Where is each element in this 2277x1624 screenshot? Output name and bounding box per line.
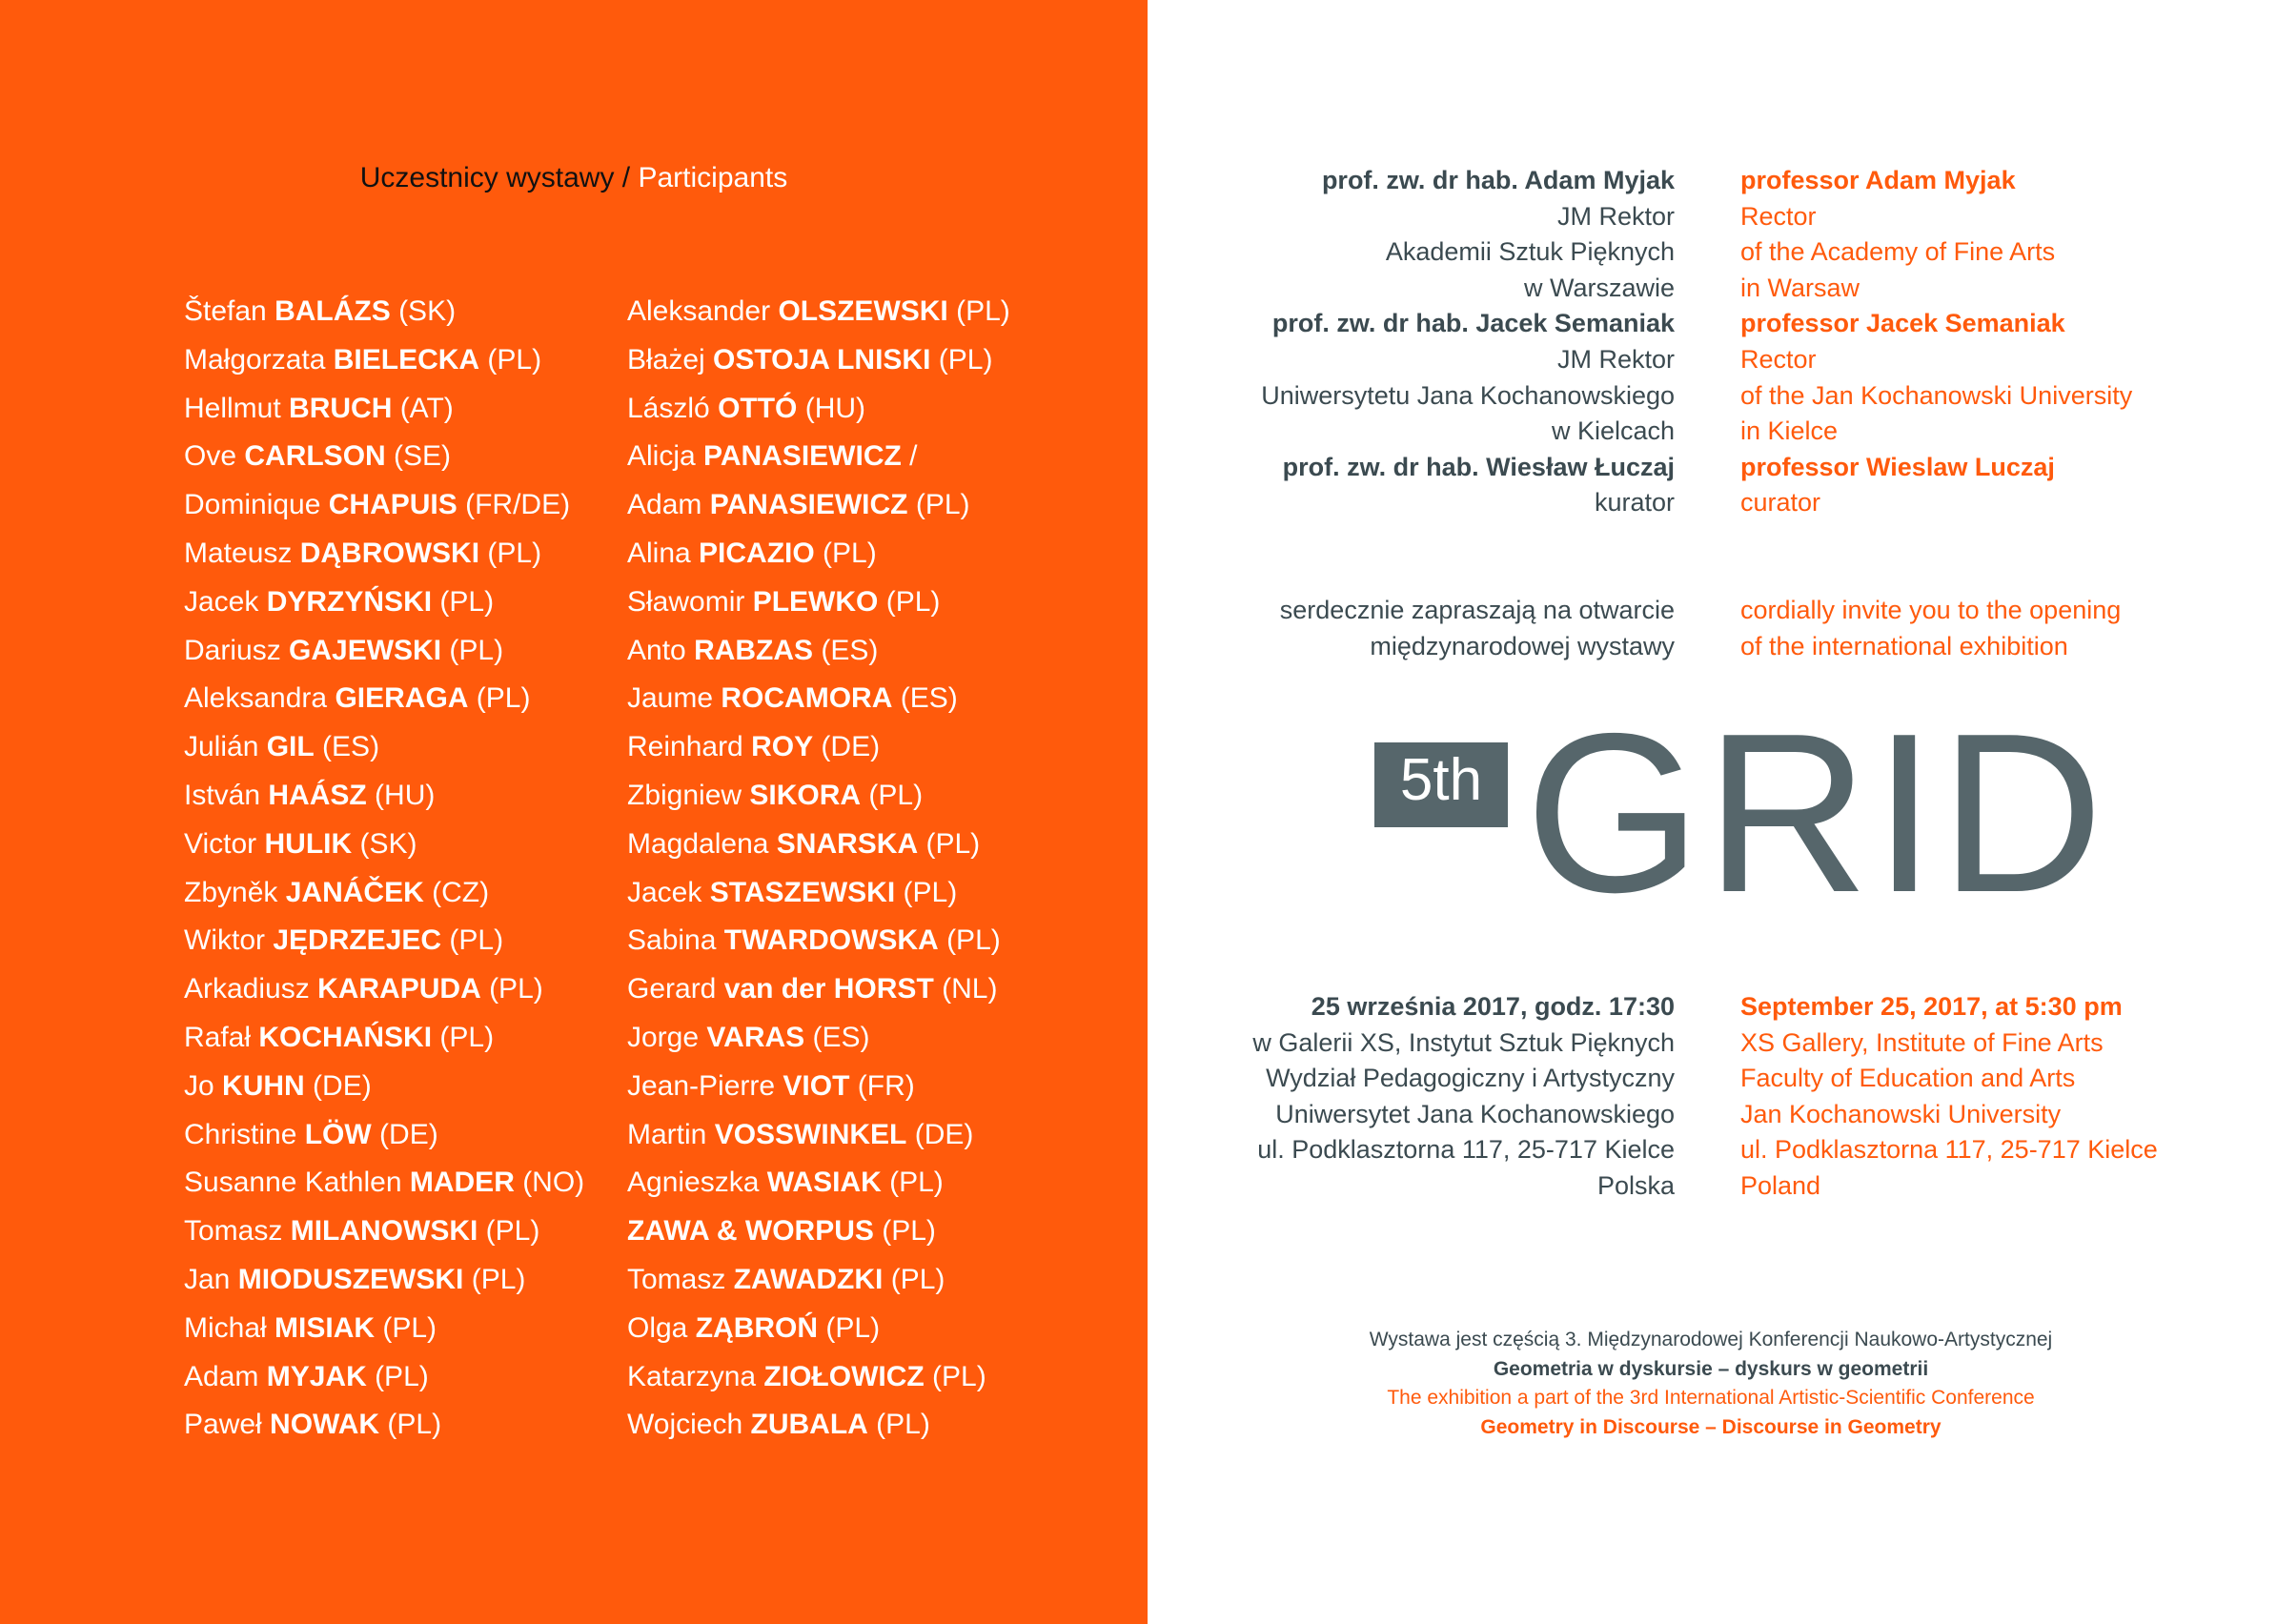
participant-country: (PL) bbox=[907, 489, 970, 521]
participant-first: Wojciech bbox=[627, 1409, 751, 1441]
participant bbox=[627, 965, 1010, 1014]
participant-country: (PL) bbox=[947, 295, 1010, 327]
participant-surname: ZĄBROŃ bbox=[695, 1311, 819, 1344]
hosts-english bbox=[1740, 163, 2132, 521]
participant-country: (DE) bbox=[813, 731, 881, 763]
note-en-title: Geometry in Discourse – Discourse in Geometry bbox=[1480, 1415, 1942, 1438]
participant bbox=[184, 1256, 584, 1305]
participant-country: (PL) bbox=[441, 634, 504, 666]
text-line: Rector bbox=[1740, 201, 1817, 231]
participant-first: Tomasz bbox=[184, 1215, 291, 1248]
participant bbox=[627, 1353, 1010, 1402]
participant bbox=[627, 385, 1010, 434]
text-line: Akademii Sztuk Pięknych bbox=[1385, 237, 1675, 267]
text-line: Wydział Pedagogiczny i Artystyczny bbox=[1266, 1064, 1675, 1093]
participant bbox=[627, 288, 1010, 336]
participant bbox=[184, 723, 584, 772]
participant-first: Jacek bbox=[184, 585, 267, 618]
participant-first: Jo bbox=[184, 1069, 223, 1102]
participant-country: (PL) bbox=[818, 1311, 881, 1344]
participant-first: Aleksandra bbox=[184, 682, 335, 715]
text-line: Poland bbox=[1740, 1170, 1821, 1200]
participant bbox=[184, 1208, 584, 1256]
participant-surname: GAJEWSKI bbox=[289, 634, 442, 666]
text-line: Polska bbox=[1596, 1170, 1675, 1200]
participant-first: Martin bbox=[627, 1118, 715, 1150]
text-line: w Warszawie bbox=[1523, 273, 1675, 302]
participant-surname: ZAWADZKI bbox=[733, 1263, 884, 1295]
text-line: Uniwersytetu Jana Kochanowskiego bbox=[1261, 380, 1675, 410]
participant-first: Aleksander bbox=[627, 295, 779, 327]
participant bbox=[627, 772, 1010, 821]
text-line: JM Rektor bbox=[1556, 344, 1675, 374]
participant-surname: JĘDRZEJEC bbox=[273, 924, 442, 957]
participant-first: István bbox=[184, 779, 269, 811]
participant-country: (PL) bbox=[463, 1263, 526, 1295]
text-line: cordially invite you to the opening bbox=[1740, 596, 2122, 624]
participant-country: (PL) bbox=[930, 343, 993, 376]
text-line: of the Jan Kochanowski University bbox=[1740, 380, 2133, 410]
participant bbox=[627, 1063, 1010, 1111]
participant-country: (ES) bbox=[314, 731, 380, 763]
participant bbox=[184, 530, 584, 579]
participant bbox=[184, 481, 584, 530]
participant-surname: WASIAK bbox=[766, 1167, 882, 1199]
text-line: prof. zw. dr hab. Jacek Semaniak bbox=[1271, 309, 1675, 338]
text-line: professor Jacek Semaniak bbox=[1740, 309, 2065, 338]
participant-surname: SNARSKA bbox=[776, 827, 919, 860]
participant-surname: MYJAK bbox=[266, 1360, 367, 1392]
participant-country: (PL) bbox=[867, 1409, 930, 1441]
participant-first: Jaume bbox=[627, 682, 722, 715]
participant bbox=[184, 1159, 584, 1208]
note-en-line: The exhibition a part of the 3rd International Artistic-Scientific Conference bbox=[1387, 1387, 2035, 1409]
participant-country: (ES) bbox=[813, 634, 879, 666]
participant-first: Rafał bbox=[184, 1021, 259, 1053]
participant-first: Jacek bbox=[627, 876, 710, 908]
participant bbox=[627, 1256, 1010, 1305]
participant-first: Jan bbox=[184, 1263, 238, 1295]
participant bbox=[627, 1305, 1010, 1353]
participant-country: (PL) bbox=[938, 924, 1001, 957]
participant-first: Zbigniew bbox=[627, 779, 750, 811]
text-line: prof. zw. dr hab. Adam Myjak bbox=[1321, 166, 1675, 194]
participant bbox=[627, 1159, 1010, 1208]
participant bbox=[184, 675, 584, 723]
participant-surname: PANASIEWICZ bbox=[703, 440, 902, 473]
participant-country: (NO) bbox=[514, 1167, 585, 1199]
text-line: professor Adam Myjak bbox=[1740, 166, 2016, 194]
participant-surname: DYRZYŃSKI bbox=[266, 585, 433, 618]
participant-country: / bbox=[901, 440, 918, 473]
participant-surname: PANASIEWICZ bbox=[709, 489, 908, 521]
participant bbox=[184, 772, 584, 821]
text-line: prof. zw. dr hab. Wiesław Łuczaj bbox=[1282, 452, 1675, 481]
participant-country: (PL) bbox=[478, 1215, 540, 1248]
participant-country: (DE) bbox=[304, 1069, 372, 1102]
participant-country: (NL) bbox=[933, 973, 998, 1005]
participant-surname: KARAPUDA bbox=[317, 973, 481, 1005]
participant-first: Paweł bbox=[184, 1409, 271, 1441]
participant-surname: OSTOJA LNISKI bbox=[713, 343, 931, 376]
participant-surname: MIODUSZEWSKI bbox=[237, 1263, 464, 1295]
text-line: in Warsaw bbox=[1740, 273, 1860, 302]
participant bbox=[184, 1353, 584, 1402]
participant-country: (DE) bbox=[906, 1118, 974, 1150]
text-line: w Kielcach bbox=[1551, 416, 1675, 446]
participant-surname: BALÁZS bbox=[274, 295, 391, 327]
text-line: w Galerii XS, Instytut Sztuk Pięknych bbox=[1252, 1027, 1675, 1057]
participant-surname: ZIOŁOWICZ bbox=[763, 1360, 925, 1392]
participant-first: Jean-Pierre bbox=[627, 1069, 783, 1102]
text-line: curator bbox=[1740, 488, 1821, 518]
participant-surname: CARLSON bbox=[244, 440, 386, 473]
participant-surname: VARAS bbox=[706, 1021, 805, 1053]
participant-country: (ES) bbox=[892, 682, 958, 715]
participant-first: Alina bbox=[627, 537, 700, 569]
participant-first: Małgorzata bbox=[184, 343, 334, 376]
participant bbox=[184, 433, 584, 481]
participant-surname: GIERAGA bbox=[335, 682, 469, 715]
text-line: Rector bbox=[1740, 344, 1817, 374]
participant-first: Victor bbox=[184, 827, 265, 860]
participant-country: (CZ) bbox=[423, 876, 490, 908]
participant-surname: VOSSWINKEL bbox=[714, 1118, 907, 1150]
participant bbox=[184, 821, 584, 869]
participant-country: (PL) bbox=[918, 827, 981, 860]
participant-surname: ROCAMORA bbox=[721, 682, 893, 715]
participant-surname: BRUCH bbox=[289, 392, 393, 424]
text-line: in Kielce bbox=[1740, 416, 1839, 446]
participant-surname: van der HORST bbox=[723, 973, 934, 1005]
participant-first: Christine bbox=[184, 1118, 305, 1150]
participant-first: László bbox=[627, 392, 719, 424]
participant-country: (PL) bbox=[924, 1360, 986, 1392]
participant bbox=[184, 385, 584, 434]
participant-surname: RABZAS bbox=[694, 634, 814, 666]
text-line: of the Academy of Fine Arts bbox=[1740, 237, 2056, 267]
participant-surname: BIELECKA bbox=[333, 343, 480, 376]
participant-country: (PL) bbox=[873, 1215, 936, 1248]
participant-first: Štefan bbox=[184, 295, 275, 327]
participant-surname: VIOT bbox=[783, 1069, 850, 1102]
participant-first: Adam bbox=[627, 489, 710, 521]
participant-country: (SK) bbox=[352, 827, 417, 860]
participant-country: (PL) bbox=[441, 924, 504, 957]
invite-english bbox=[1740, 593, 2121, 664]
participant-surname: TWARDOWSKA bbox=[723, 924, 939, 957]
participant bbox=[627, 336, 1010, 385]
text-line: ul. Podklasztorna 117, 25-717 Kielce bbox=[1740, 1135, 2158, 1165]
participant-country: (PL) bbox=[814, 537, 877, 569]
participant-surname: ROY bbox=[751, 731, 814, 763]
exhibition-title: GRID bbox=[1525, 687, 2107, 940]
participant-first: Magdalena bbox=[627, 827, 777, 860]
participant-country: (PL) bbox=[468, 682, 531, 715]
participant bbox=[184, 1014, 584, 1063]
participant-first: Sabina bbox=[627, 924, 724, 957]
participant-surname: GIL bbox=[266, 731, 315, 763]
participant bbox=[627, 917, 1010, 965]
participant-country: (DE) bbox=[371, 1118, 438, 1150]
participant bbox=[184, 1305, 584, 1353]
text-line: międzynarodowej wystawy bbox=[1370, 631, 1675, 660]
participants-column-2 bbox=[627, 288, 1010, 1450]
participant-country: (PL) bbox=[895, 876, 958, 908]
participant bbox=[184, 1063, 584, 1111]
participant-surname: ZUBALA bbox=[750, 1409, 868, 1441]
participant bbox=[184, 627, 584, 676]
conference-note bbox=[1239, 1326, 2183, 1442]
note-pl-line: Wystawa jest częścią 3. Międzynarodowej Konferencji Naukowo-Artystycznej bbox=[1369, 1329, 2053, 1350]
text-line: Uniwersytet Jana Kochanowskiego bbox=[1275, 1099, 1675, 1128]
participant-country: (PL) bbox=[479, 537, 542, 569]
participant-surname: HAÁSZ bbox=[268, 779, 367, 811]
participant-first: Zbyněk bbox=[184, 876, 286, 908]
participant-first: Alicja bbox=[627, 440, 704, 473]
participant-surname: SIKORA bbox=[749, 779, 862, 811]
participant-surname: LÖW bbox=[304, 1118, 372, 1150]
participant-surname: PICAZIO bbox=[699, 537, 815, 569]
participants-column-1 bbox=[184, 288, 584, 1450]
text-line: XS Gallery, Institute of Fine Arts bbox=[1740, 1027, 2104, 1057]
participant-country: (SK) bbox=[390, 295, 457, 327]
participant bbox=[627, 869, 1010, 918]
participant bbox=[184, 965, 584, 1014]
participant-first: Błażej bbox=[627, 343, 714, 376]
participant-surname: NOWAK bbox=[270, 1409, 380, 1441]
venue-english bbox=[1740, 989, 2158, 1205]
participant bbox=[627, 530, 1010, 579]
participant-country: (AT) bbox=[392, 392, 454, 424]
participant-country: (PL) bbox=[379, 1409, 442, 1441]
participant-surname: MISIAK bbox=[274, 1311, 376, 1344]
participant-country: (PL) bbox=[479, 343, 542, 376]
participant bbox=[184, 288, 584, 336]
participant-first: Michał bbox=[184, 1311, 275, 1344]
participant-country: (ES) bbox=[804, 1021, 870, 1053]
participant bbox=[627, 821, 1010, 869]
participant-first: Agnieszka bbox=[627, 1167, 767, 1199]
participant bbox=[627, 1208, 1010, 1256]
participants-title: Uczestnicy wystawy / Participants bbox=[359, 162, 788, 193]
note-pl-title: Geometria w dyskursie – dyskurs w geometrii bbox=[1493, 1357, 1929, 1380]
participant-first: Hellmut bbox=[184, 392, 290, 424]
text-line: JM Rektor bbox=[1556, 201, 1675, 231]
participant-country: (HU) bbox=[366, 779, 436, 811]
participant bbox=[184, 869, 584, 918]
participant bbox=[627, 1014, 1010, 1063]
edition-badge: 5th bbox=[1374, 742, 1508, 827]
participant-first: Dominique bbox=[184, 489, 329, 521]
participant-surname: CHAPUIS bbox=[328, 489, 457, 521]
participant-surname: HULIK bbox=[264, 827, 353, 860]
participant bbox=[627, 1111, 1010, 1160]
text-line: Faculty of Education and Arts bbox=[1740, 1064, 2076, 1093]
participant bbox=[184, 917, 584, 965]
participant-country: (PL) bbox=[861, 779, 924, 811]
participant bbox=[627, 675, 1010, 723]
participant bbox=[627, 627, 1010, 676]
text-line: 25 września 2017, godz. 17:30 bbox=[1311, 992, 1675, 1021]
venue-polish bbox=[1103, 989, 1675, 1205]
participant-first: Reinhard bbox=[627, 731, 752, 763]
text-line: serdecznie zapraszają na otwarcie bbox=[1279, 596, 1675, 624]
participant bbox=[184, 336, 584, 385]
participant-surname: MADER bbox=[409, 1167, 515, 1199]
participant bbox=[184, 579, 584, 627]
participant-first: Adam bbox=[184, 1360, 267, 1392]
participant-first: Mateusz bbox=[184, 537, 300, 569]
participant-surname: KUHN bbox=[222, 1069, 305, 1102]
participant-surname: OLSZEWSKI bbox=[778, 295, 948, 327]
hosts-polish bbox=[1103, 163, 1675, 521]
participant-country: (PL) bbox=[432, 1021, 495, 1053]
participant-surname: PLEWKO bbox=[752, 585, 879, 618]
participant-first: Katarzyna bbox=[627, 1360, 764, 1392]
participant-surname: JANÁČEK bbox=[285, 876, 424, 908]
participant-first: Anto bbox=[627, 634, 695, 666]
participant-country: (PL) bbox=[375, 1311, 437, 1344]
participant-country: (SE) bbox=[385, 440, 452, 473]
participant bbox=[627, 1401, 1010, 1450]
text-line: September 25, 2017, at 5:30 pm bbox=[1740, 992, 2123, 1021]
participant-first: Wiktor bbox=[184, 924, 274, 957]
participant-country: (PL) bbox=[878, 585, 941, 618]
participant-first: Ove bbox=[184, 440, 245, 473]
participant-first: Sławomir bbox=[627, 585, 753, 618]
participant-country: (FR/DE) bbox=[457, 489, 571, 521]
participant-country: (HU) bbox=[797, 392, 866, 424]
participant-surname: STASZEWSKI bbox=[709, 876, 896, 908]
participant-first: Olga bbox=[627, 1311, 696, 1344]
participant-first: Dariusz bbox=[184, 634, 290, 666]
participant-country: (PL) bbox=[480, 973, 543, 1005]
participant-surname: KOCHAŃSKI bbox=[258, 1021, 433, 1053]
participant bbox=[184, 1401, 584, 1450]
participant-country: (FR) bbox=[849, 1069, 915, 1102]
participant-country: (PL) bbox=[432, 585, 495, 618]
participant bbox=[627, 723, 1010, 772]
participant-first: Tomasz bbox=[627, 1263, 734, 1295]
participant bbox=[184, 1111, 584, 1160]
participant-surname: DĄBROWSKI bbox=[299, 537, 480, 569]
participant-country: (PL) bbox=[883, 1263, 945, 1295]
text-line: Jan Kochanowski University bbox=[1740, 1099, 2062, 1128]
participant-first: Jorge bbox=[627, 1021, 707, 1053]
participant-country: (PL) bbox=[366, 1360, 429, 1392]
participant bbox=[627, 433, 1010, 481]
participant-first: Julián bbox=[184, 731, 267, 763]
participant-surname: ZAWA & WORPUS bbox=[627, 1215, 874, 1248]
text-line: of the international exhibition bbox=[1740, 631, 2068, 660]
text-line: professor Wieslaw Luczaj bbox=[1740, 452, 2055, 481]
participant-first: Susanne Kathlen bbox=[184, 1167, 410, 1199]
participant-country: (PL) bbox=[881, 1167, 944, 1199]
text-line: ul. Podklasztorna 117, 25-717 Kielce bbox=[1257, 1135, 1675, 1165]
participant-surname: OTTÓ bbox=[718, 392, 798, 424]
participant bbox=[627, 579, 1010, 627]
text-line: kurator bbox=[1594, 488, 1675, 518]
participant-first: Arkadiusz bbox=[184, 973, 318, 1005]
participant bbox=[627, 481, 1010, 530]
participant-first: Gerard bbox=[627, 973, 724, 1005]
invite-polish bbox=[1103, 593, 1675, 664]
participant-surname: MILANOWSKI bbox=[290, 1215, 478, 1248]
